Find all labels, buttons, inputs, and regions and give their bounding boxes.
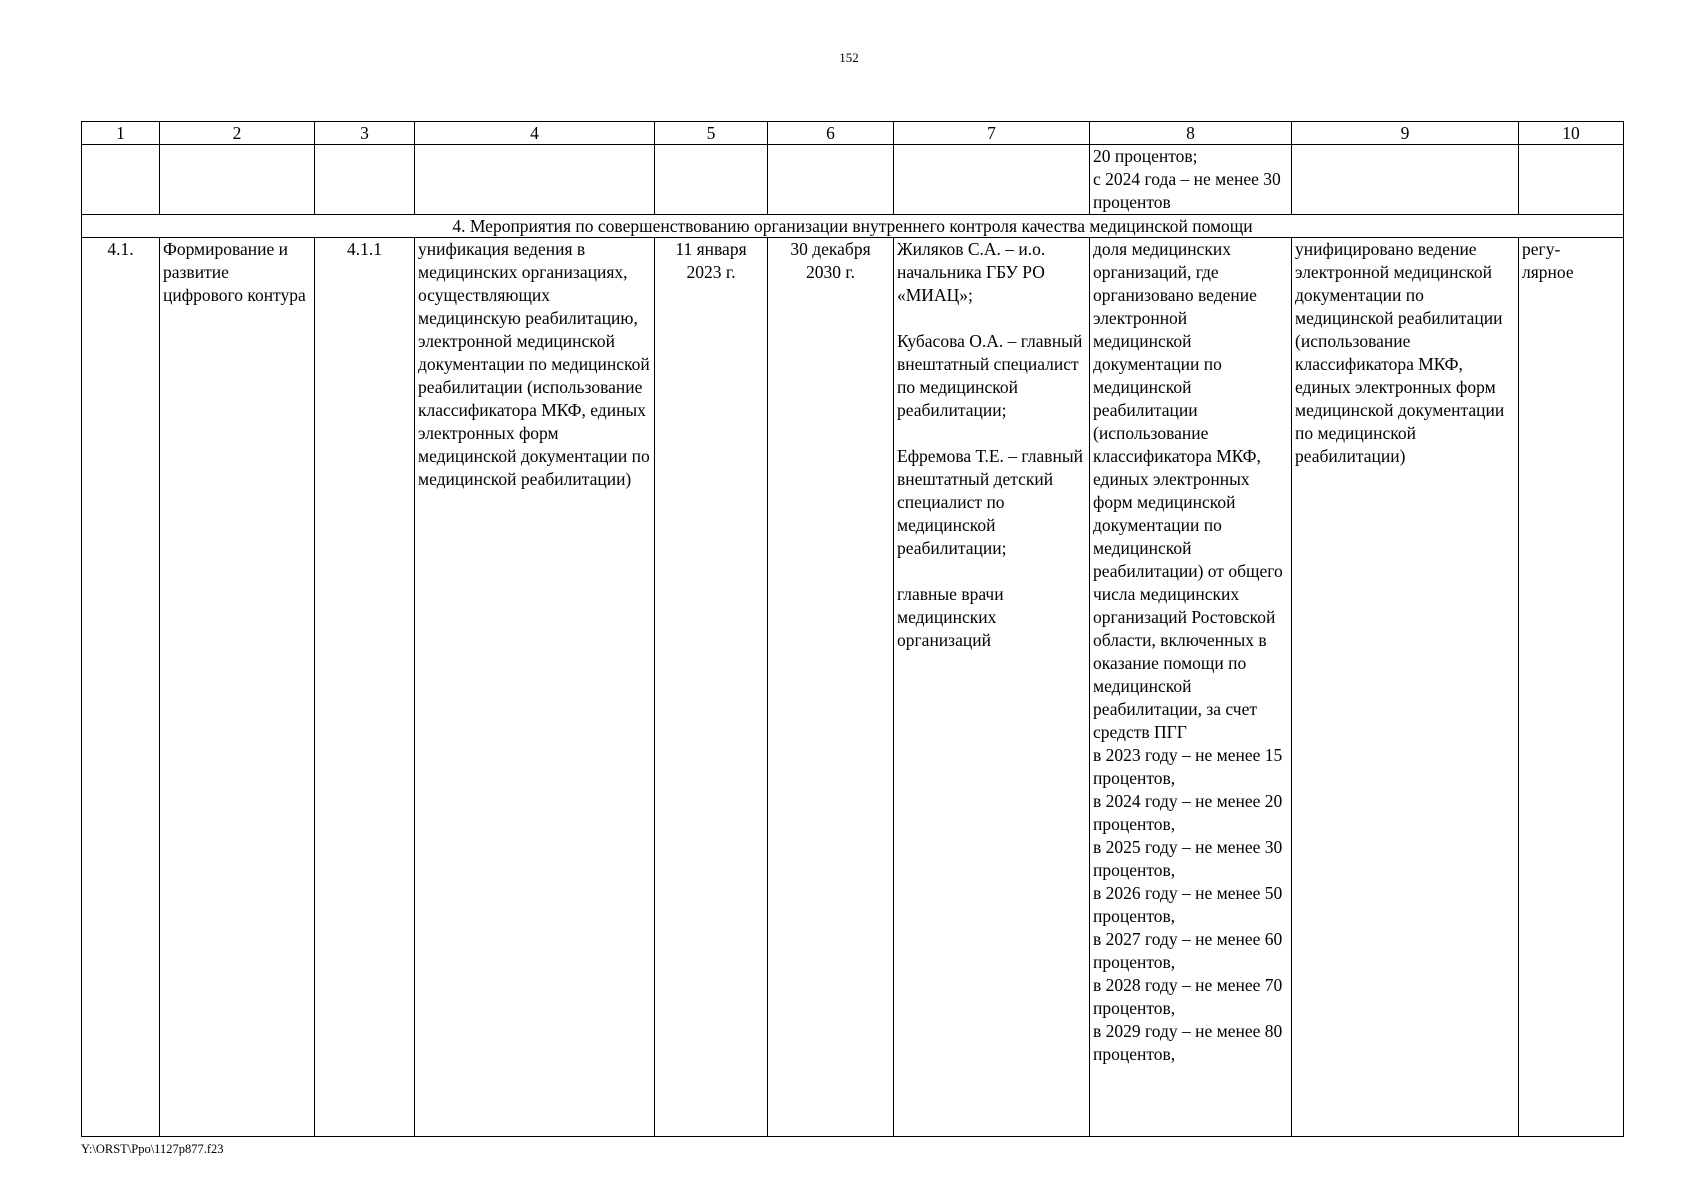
indicator-cell: доля медицинских организаций, где организовано ведение электронной медицинской документации по медицинской реабилитации (использование классификатора МКФ, единых электронных форм медицинской документации по медицинской реабилитации) от общего числа медицинских организаций Ростовской области, включенных в оказание помощи по медицинской реабилитации, за счет средств ПГГ в 2023 году – не менее 15 процентов, в 2024 году – не менее 20 процентов, в 2025 году – не менее 30 процентов, в 2026 году – не менее 50 процентов, в 2027 году – не менее 60 процентов, в 2028 году – не менее 70 процентов, в 2029 году – не менее 80 процентов, bbox=[1090, 238, 1292, 1137]
table-row bbox=[82, 238, 1624, 1137]
table-cell bbox=[768, 145, 894, 215]
header-cell: 5 bbox=[655, 122, 768, 145]
table-cell bbox=[894, 145, 1090, 215]
start-date: 11 января 2023 г. bbox=[655, 238, 768, 1137]
table-cell bbox=[1292, 145, 1519, 215]
direction-cell: Формирование и развитие цифрового контура bbox=[160, 238, 315, 1137]
table-cell bbox=[655, 145, 768, 215]
header-cell: 7 bbox=[894, 122, 1090, 145]
table-cell bbox=[82, 145, 160, 215]
header-cell: 6 bbox=[768, 122, 894, 145]
header-cell: 3 bbox=[315, 122, 415, 145]
measures-table bbox=[81, 121, 1624, 1137]
table-cell bbox=[415, 145, 655, 215]
table-cell bbox=[315, 145, 415, 215]
column-number-row bbox=[82, 122, 1624, 145]
indicator-continuation-cell: 20 процентов; с 2024 года – не менее 30 процентов bbox=[1090, 145, 1292, 215]
file-path-footer: Y:\ORST\Ppo\1127p877.f23 bbox=[81, 1142, 224, 1156]
header-cell: 4 bbox=[415, 122, 655, 145]
header-cell: 10 bbox=[1519, 122, 1624, 145]
page-number: 152 bbox=[839, 50, 859, 65]
header-cell: 9 bbox=[1292, 122, 1519, 145]
table-cell bbox=[1519, 145, 1624, 215]
section-title: 4. Мероприятия по совершенствованию организации внутреннего контроля качества медицинской помощи bbox=[82, 215, 1624, 238]
section-row bbox=[82, 215, 1624, 238]
table-cell bbox=[160, 145, 315, 215]
measure-number: 4.1.1 bbox=[315, 238, 415, 1137]
periodicity: регу- лярное bbox=[1519, 238, 1624, 1137]
expected-result: унифицировано ведение электронной медицинской документации по медицинской реабилитации (использование классификатора МКФ, единых электронных форм медицинской документации по медицинской реабилитации) bbox=[1292, 238, 1519, 1137]
header-cell: 2 bbox=[160, 122, 315, 145]
end-date: 30 декабря 2030 г. bbox=[768, 238, 894, 1137]
responsible-persons: Жиляков С.А. – и.о. начальника ГБУ РО «МИАЦ»; Кубасова О.А. – главный внештатный специалист по медицинской реабилитации; Ефремова Т.Е. – главный внештатный детский специалист по медицинской реабилитации; главные врачи медицинских организаций bbox=[894, 238, 1090, 1137]
continuation-row bbox=[82, 145, 1624, 215]
row-number: 4.1. bbox=[82, 238, 160, 1137]
header-cell: 1 bbox=[82, 122, 160, 145]
header-cell: 8 bbox=[1090, 122, 1292, 145]
measure-description: унификация ведения в медицинских организациях, осуществляющих медицинскую реабилитацию, электронной медицинской документации по медицинской реабилитации (использование классификатора МКФ, единых электронных форм медицинской документации по медицинской реабилитации) bbox=[415, 238, 655, 1137]
